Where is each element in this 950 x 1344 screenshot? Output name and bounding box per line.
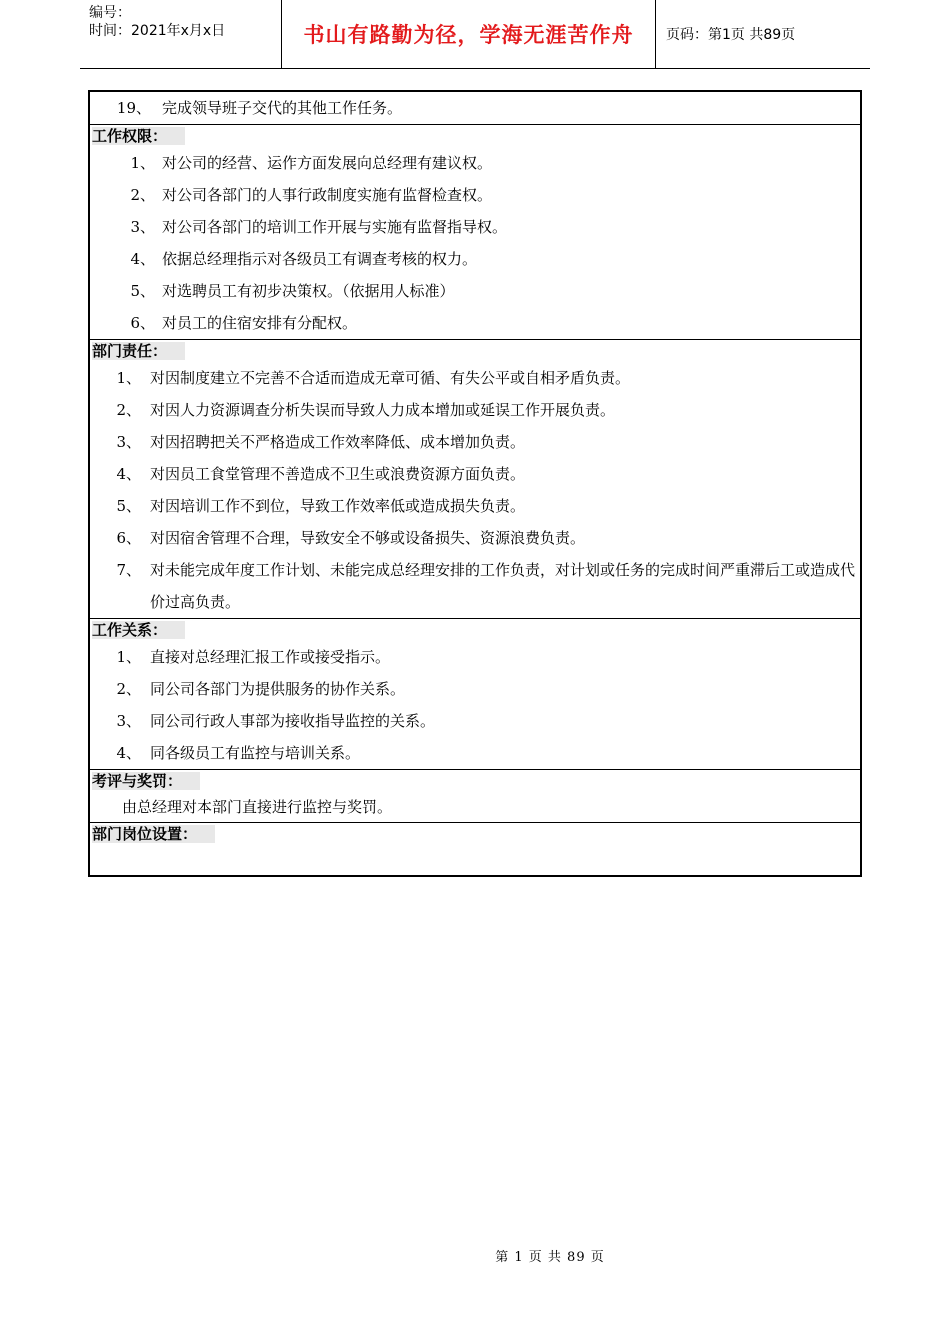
section-title: 工作关系： — [90, 619, 860, 641]
date-label: 时间：2021年x月x日 — [89, 23, 226, 39]
section — [90, 124, 860, 339]
section-positions — [90, 822, 860, 875]
item-separator: 、 — [126, 369, 142, 387]
item-number: 2 — [116, 401, 126, 419]
item-separator: 、 — [136, 99, 152, 117]
item-separator: 、 — [140, 154, 156, 172]
list-item — [90, 179, 860, 211]
list-item — [90, 458, 860, 490]
item-separator: 、 — [126, 744, 142, 762]
item-separator: 、 — [126, 529, 142, 547]
item-text: 对因招聘把关不严格造成工作效率降低、成本增加负责。 — [150, 433, 526, 451]
page-footer: 第 1 页 共 89 页 — [495, 1250, 605, 1265]
item-text: 对因人力资源调查分析失误而导致人力成本增加或延误工作开展负责。 — [150, 401, 616, 419]
list-item — [90, 92, 860, 124]
job-description-table — [88, 90, 862, 877]
section-title: 工作权限： — [90, 125, 860, 147]
item-separator: 、 — [126, 561, 142, 579]
item-text: 同各级员工有监控与培训关系。 — [150, 744, 361, 762]
item-separator: 、 — [126, 401, 142, 419]
number-label: 编号： — [89, 5, 131, 21]
item-text: 对选聘员工有初步决策权。（依据用人标准） — [162, 282, 455, 300]
item-text: 对公司的经营、运作方面发展向总经理有建议权。 — [162, 154, 493, 172]
item-number: 19 — [116, 99, 136, 117]
list-item — [90, 641, 860, 673]
item-separator: 、 — [126, 648, 142, 666]
section — [90, 339, 860, 618]
item-number: 3 — [130, 218, 140, 236]
item-number: 1 — [130, 154, 140, 172]
list-item — [90, 522, 860, 554]
header-slogan: 书山有路勤为径，学海无涯苦作舟 — [282, 0, 656, 68]
list-item — [90, 737, 860, 769]
positions-body — [90, 845, 860, 875]
item-number: 2 — [116, 680, 126, 698]
item-number: 5 — [116, 497, 126, 515]
item-text: 对因培训工作不到位，导致工作效率低或造成损失负责。 — [150, 497, 526, 515]
item-text: 完成领导班子交代的其他工作任务。 — [162, 99, 403, 117]
continued-duties — [90, 92, 860, 124]
list-item — [90, 362, 860, 394]
item-text: 对公司各部门的人事行政制度实施有监督检查权。 — [162, 186, 493, 204]
list-item — [90, 673, 860, 705]
item-text: 对公司各部门的培训工作开展与实施有监督指导权。 — [162, 218, 508, 236]
item-separator: 、 — [140, 250, 156, 268]
list-item — [90, 554, 860, 618]
section-evaluation — [90, 769, 860, 822]
item-number: 6 — [130, 314, 140, 332]
item-number: 1 — [116, 648, 126, 666]
item-text: 对因宿舍管理不合理，导致安全不够或设备损失、资源浪费负责。 — [150, 529, 586, 547]
item-number: 4 — [116, 744, 126, 762]
item-text: 直接对总经理汇报工作或接受指示。 — [150, 648, 391, 666]
item-separator: 、 — [126, 680, 142, 698]
list-item — [90, 394, 860, 426]
list-item — [90, 275, 860, 307]
list-item — [90, 211, 860, 243]
item-separator: 、 — [140, 186, 156, 204]
item-number: 5 — [130, 282, 140, 300]
section-title: 部门岗位设置： — [90, 823, 860, 845]
item-number: 3 — [116, 712, 126, 730]
section — [90, 618, 860, 769]
list-item — [90, 705, 860, 737]
header-meta — [80, 0, 282, 68]
list-item — [90, 307, 860, 339]
item-number: 4 — [130, 250, 140, 268]
item-separator: 、 — [126, 712, 142, 730]
item-number: 6 — [116, 529, 126, 547]
item-number: 1 — [116, 369, 126, 387]
list-item — [90, 426, 860, 458]
item-number: 3 — [116, 433, 126, 451]
item-separator: 、 — [126, 497, 142, 515]
section-title: 考评与奖罚： — [90, 770, 860, 792]
item-text: 对因员工食堂管理不善造成不卫生或浪费资源方面负责。 — [150, 465, 526, 483]
list-item — [90, 490, 860, 522]
item-number: 7 — [116, 561, 126, 579]
item-text: 同公司各部门为提供服务的协作关系。 — [150, 680, 406, 698]
item-text: 同公司行政人事部为接收指导监控的关系。 — [150, 712, 436, 730]
list-item — [90, 147, 860, 179]
item-separator: 、 — [126, 465, 142, 483]
item-number: 4 — [116, 465, 126, 483]
item-separator: 、 — [140, 314, 156, 332]
item-text: 依据总经理指示对各级员工有调查考核的权力。 — [162, 250, 478, 268]
item-text: 对未能完成年度工作计划、未能完成总经理安排的工作负责，对计划或任务的完成时间严重滞后工或造成代价过高负责。 — [150, 561, 856, 611]
item-separator: 、 — [140, 282, 156, 300]
item-number: 2 — [130, 186, 140, 204]
header-page-info: 页码：第1页 共89页 — [666, 27, 796, 43]
item-separator: 、 — [140, 218, 156, 236]
evaluation-text: 由总经理对本部门直接进行监控与奖罚。 — [122, 798, 393, 816]
item-separator: 、 — [126, 433, 142, 451]
item-text: 对员工的住宿安排有分配权。 — [162, 314, 358, 332]
page-header — [80, 0, 870, 69]
section-title: 部门责任： — [90, 340, 860, 362]
item-text: 对因制度建立不完善不合适而造成无章可循、有失公平或自相矛盾负责。 — [150, 369, 631, 387]
list-item — [90, 243, 860, 275]
